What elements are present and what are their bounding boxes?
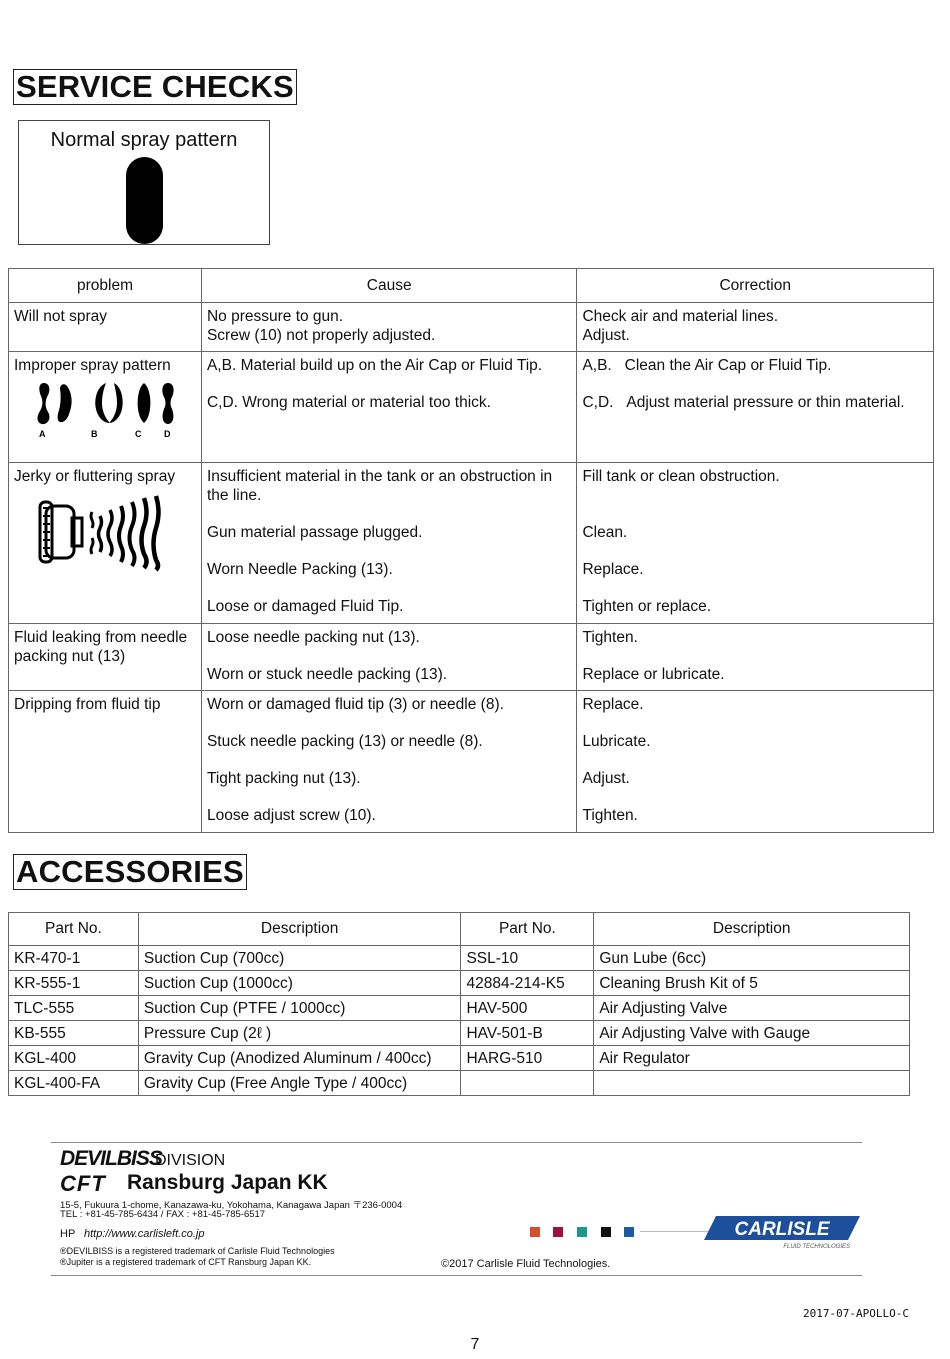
header-description: Description — [138, 913, 461, 946]
part-no: HARG-510 — [461, 1046, 594, 1071]
pattern-letter-b: B — [91, 429, 98, 439]
normal-spray-pattern-shape — [126, 157, 163, 244]
part-no: KR-470-1 — [9, 946, 139, 971]
normal-spray-pattern-label: Normal spray pattern — [50, 129, 238, 151]
description: Gun Lube (6cc) — [594, 946, 910, 971]
cause-cell: No pressure to gun. Screw (10) not properly adjusted. — [201, 303, 576, 352]
header-problem: problem — [9, 269, 202, 303]
problem-cell: Improper spray pattern A B C D — [9, 352, 202, 463]
problem-cell: Jerky or fluttering spray — [9, 463, 202, 624]
description: Air Regulator — [594, 1046, 910, 1071]
table-row — [9, 1021, 910, 1046]
color-square — [624, 1227, 634, 1237]
trademark-jupiter: ®Jupiter is a registered trademark of CFT Ransburg Japan KK. — [60, 1257, 312, 1267]
table-row — [9, 303, 934, 352]
description: Pressure Cup (2ℓ ) — [138, 1021, 461, 1046]
part-no: KGL-400-FA — [9, 1071, 139, 1096]
cause-cell: Loose needle packing nut (13). Worn or stuck needle packing (13). — [201, 624, 576, 691]
service-checks-table — [8, 268, 934, 833]
pattern-c-icon — [95, 383, 122, 423]
correction-cell: A,B. Clean the Air Cap or Fluid Tip. C,D. Adjust material pressure or thin material. — [577, 352, 934, 463]
description: Cleaning Brush Kit of 5 — [594, 971, 910, 996]
pattern-letter-c: C — [135, 429, 142, 439]
table-row — [9, 996, 910, 1021]
color-square — [530, 1227, 540, 1237]
header-cause: Cause — [201, 269, 576, 303]
devilbiss-logo: DEVILBISS — [60, 1147, 162, 1170]
hp-url[interactable]: http://www.carlisleft.co.jp — [84, 1228, 205, 1240]
part-no: HAV-500 — [461, 996, 594, 1021]
pattern-letter-a: A — [39, 429, 46, 439]
tel-fax: TEL : +81-45-785-6434 / FAX : +81-45-785-6517 — [60, 1209, 266, 1220]
description: Suction Cup (1000cc) — [138, 971, 461, 996]
company-name: Ransburg Japan KK — [127, 1171, 328, 1194]
carlisle-logo-text: CARLISLE — [734, 1219, 830, 1240]
table-row — [9, 1046, 910, 1071]
header-part-no: Part No. — [9, 913, 139, 946]
part-no — [461, 1071, 594, 1096]
description — [594, 1071, 910, 1096]
color-square — [601, 1227, 611, 1237]
color-square — [553, 1227, 563, 1237]
address: 15-5, Fukuura 1-chome, Kanazawa-ku, Yokohama, Kanagawa Japan 〒236-0004 — [60, 1200, 403, 1211]
description: Suction Cup (PTFE / 1000cc) — [138, 996, 461, 1021]
part-no: KR-555-1 — [9, 971, 139, 996]
table-row — [9, 463, 934, 624]
table-row — [9, 691, 934, 833]
cause-cell: Insufficient material in the tank or an obstruction in the line. Gun material passage plugged. Worn Needle Packing (13). Loose or damaged Fluid Tip. — [201, 463, 576, 624]
pattern-a-icon — [38, 383, 50, 424]
correction-cell: Tighten. Replace or lubricate. — [577, 624, 934, 691]
table-row — [9, 946, 910, 971]
pattern-c2-icon — [138, 383, 151, 423]
description: Suction Cup (700cc) — [138, 946, 461, 971]
pattern-d-icon — [162, 383, 173, 424]
trademark-devilbiss: ®DEVILBISS is a registered trademark of Carlisle Fluid Technologies — [60, 1246, 335, 1256]
accessories-table — [8, 912, 910, 1096]
service-checks-heading: SERVICE CHECKS — [13, 69, 297, 105]
part-no: KGL-400 — [9, 1046, 139, 1071]
correction-cell: Check air and material lines. Adjust. — [577, 303, 934, 352]
description: Air Adjusting Valve — [594, 996, 910, 1021]
fluttering-spray-icon — [34, 494, 174, 572]
header-description-2: Description — [594, 913, 910, 946]
part-no: 42884-214-K5 — [461, 971, 594, 996]
carlisle-logo — [702, 1214, 862, 1250]
correction-cell: Replace. Lubricate. Adjust. Tighten. — [577, 691, 934, 833]
copyright: ©2017 Carlisle Fluid Technologies. — [441, 1258, 611, 1270]
cft-logo: CFT — [60, 1171, 106, 1196]
part-no: TLC-555 — [9, 996, 139, 1021]
problem-cell: Fluid leaking from needle packing nut (13) — [9, 624, 202, 691]
problem-cell: Dripping from fluid tip — [9, 691, 202, 833]
table-row — [9, 971, 910, 996]
description: Gravity Cup (Free Angle Type / 400cc) — [138, 1071, 461, 1096]
header-correction: Correction — [577, 269, 934, 303]
pattern-b-icon — [58, 384, 72, 422]
carlisle-logo-subtext: FLUID TECHNOLOGIES — [783, 1244, 850, 1250]
pattern-letter-d: D — [164, 429, 171, 439]
cause-cell: Worn or damaged fluid tip (3) or needle (8). Stuck needle packing (13) or needle (8). Tight packing nut (13). Loose adjust screw (10). — [201, 691, 576, 833]
page-number: 7 — [470, 1336, 480, 1353]
header-part-no-2: Part No. — [461, 913, 594, 946]
accessories-heading: ACCESSORIES — [13, 854, 247, 890]
description: Gravity Cup (Anodized Aluminum / 400cc) — [138, 1046, 461, 1071]
part-no: SSL-10 — [461, 946, 594, 971]
squares-line — [640, 1231, 710, 1232]
improper-pattern-icons — [14, 377, 184, 439]
table-row — [9, 624, 934, 691]
normal-spray-pattern-box — [18, 120, 270, 245]
hp-label: HP — [60, 1228, 76, 1240]
document-code: 2017-07-APOLLO-C — [803, 1307, 909, 1320]
division-label: DIVISION — [155, 1152, 226, 1169]
description: Air Adjusting Valve with Gauge — [594, 1021, 910, 1046]
table-row — [9, 1071, 910, 1096]
part-no: HAV-501-B — [461, 1021, 594, 1046]
table-row — [9, 352, 934, 463]
problem-cell: Will not spray — [9, 303, 202, 352]
part-no: KB-555 — [9, 1021, 139, 1046]
cause-cell: A,B. Material build up on the Air Cap or Fluid Tip. C,D. Wrong material or material too thick. — [201, 352, 576, 463]
color-square — [577, 1227, 587, 1237]
correction-cell: Fill tank or clean obstruction. Clean. Replace. Tighten or replace. — [577, 463, 934, 624]
